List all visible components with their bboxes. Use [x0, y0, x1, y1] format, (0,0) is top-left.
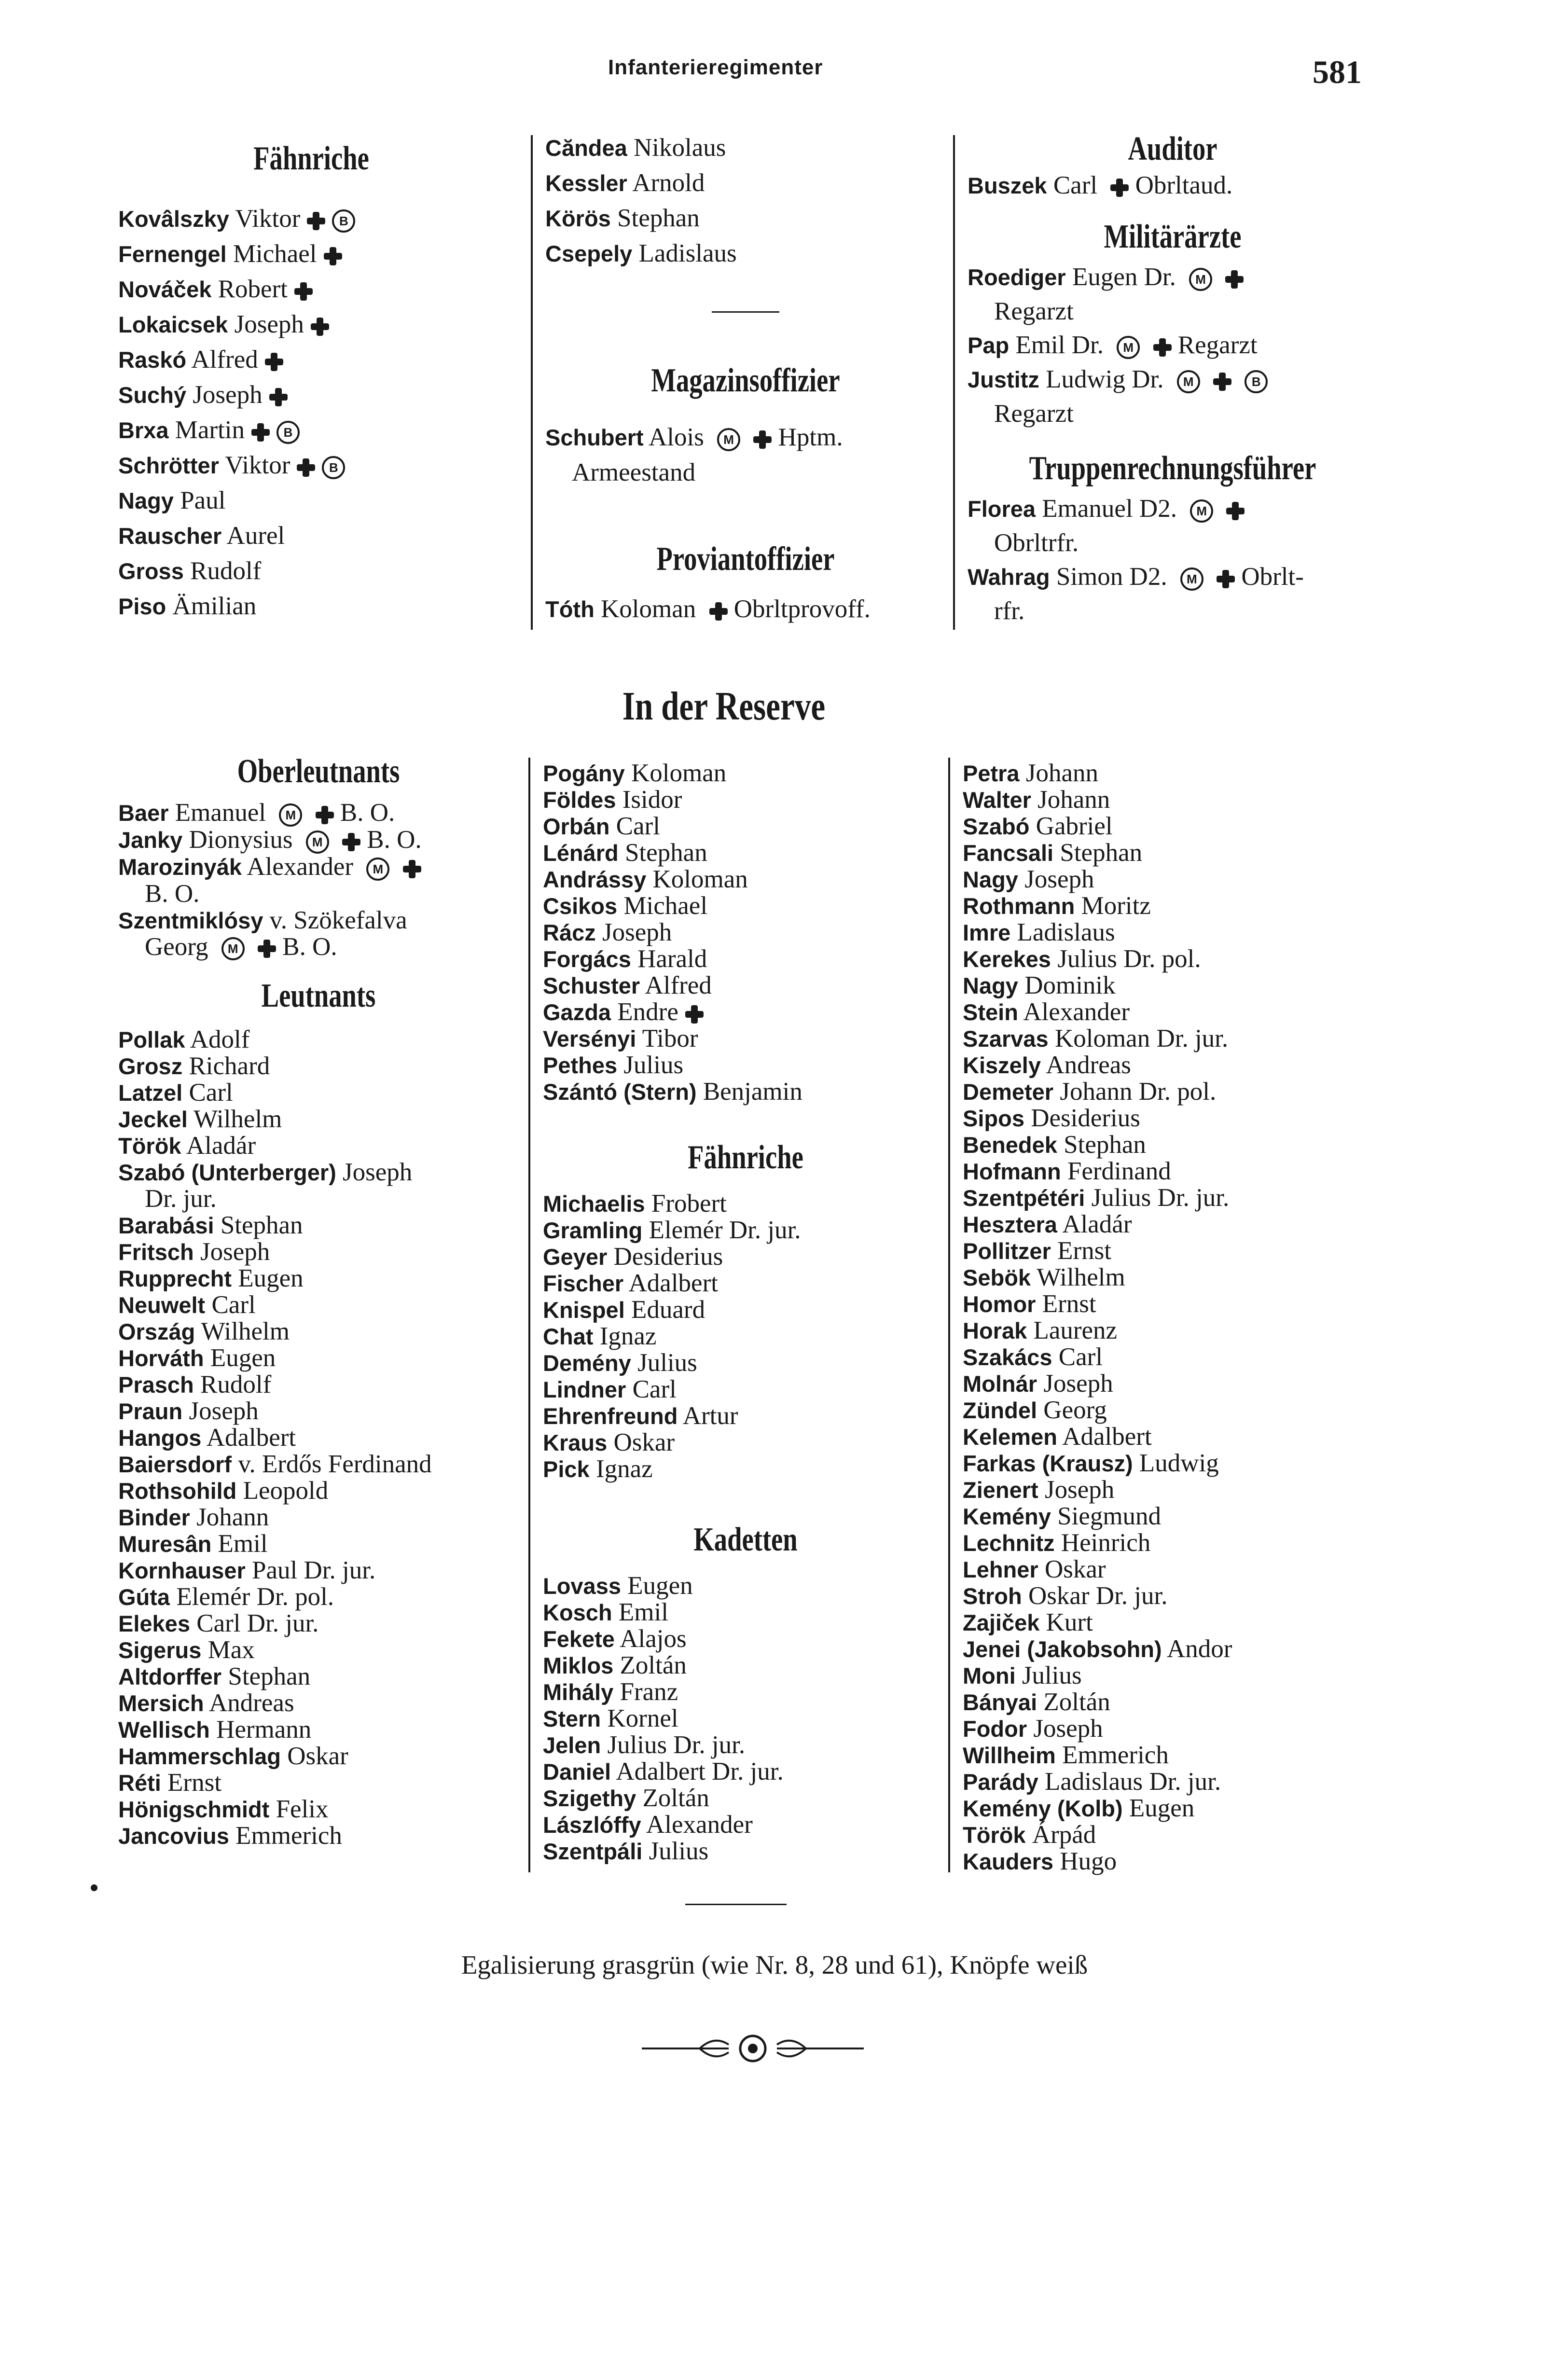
list-item: Regarzt — [994, 297, 1074, 325]
m-circle-icon: M — [306, 830, 329, 854]
reserve-heading: In der Reserve — [622, 684, 826, 729]
list-item: Imre Ladislaus — [963, 918, 1115, 946]
list-item: Szántó (Stern) Benjamin — [543, 1078, 802, 1106]
list-item: Baer Emanuel M B. O. — [118, 799, 395, 827]
top-left-column — [118, 140, 504, 624]
list-item: Rothsohild Leopold — [118, 1477, 329, 1505]
cross-icon — [753, 430, 772, 449]
list-item: Marozinyák Alexander M — [118, 854, 519, 881]
list-item: Florea Emanuel D2. M — [968, 492, 1378, 526]
b-circle-icon: B — [277, 421, 300, 444]
list-item: Körös Stephan — [545, 204, 700, 232]
m-circle-icon: M — [279, 803, 302, 827]
auditor-list — [968, 172, 1378, 199]
list-item: Hesztera Aladár — [963, 1210, 1132, 1238]
list-item: Jeckel Wilhelm — [118, 1105, 282, 1134]
list-item: Pogány Koloman — [543, 759, 727, 787]
top-middle-list — [545, 130, 946, 271]
list-item: Baiersdorf v. Erdős Ferdinand — [118, 1450, 432, 1479]
list-item: Lokaicsek Joseph — [118, 307, 504, 342]
list-item: Schrötter Viktor B — [118, 448, 504, 483]
list-item: Pollak Adolf — [118, 1025, 250, 1054]
m-circle-icon: M — [221, 937, 245, 960]
list-item: Lindner Carl — [543, 1375, 677, 1403]
list-item: Szarvas Koloman Dr. jur. — [963, 1024, 1229, 1052]
list-item: Wellisch Hermann — [118, 1716, 312, 1744]
list-item: Molnár Joseph — [963, 1370, 1113, 1398]
reserve-middle-column — [543, 760, 948, 1865]
list-item: Daniel Adalbert Dr. jur. — [543, 1757, 784, 1785]
list-item: Fancsali Stephan — [963, 839, 1143, 867]
list-item: Forgács Harald — [543, 945, 707, 973]
reserve-right-list — [963, 760, 1378, 1875]
separator-line — [685, 1904, 787, 1905]
oberleutnants-list — [118, 800, 519, 960]
list-item: Demeter Johann Dr. pol. — [963, 1078, 1217, 1106]
m-circle-icon: M — [1190, 499, 1213, 523]
list-item: Schubert Alois M Hptm. — [545, 423, 843, 451]
cross-icon — [258, 940, 276, 958]
list-item: Mihály Franz — [543, 1678, 678, 1706]
list-item: Horak Laurenz — [963, 1316, 1118, 1344]
list-item: Pap Emil Dr. M Regarzt — [968, 331, 1258, 359]
list-item: Földes Isidor — [543, 786, 682, 814]
list-item: Janky Dionysius M B. O. — [118, 825, 422, 854]
list-item: Kessler Arnold — [545, 169, 705, 197]
m-circle-icon: M — [1189, 268, 1212, 291]
magazinsoffizier-heading: Magazinsoffizier — [651, 362, 840, 399]
list-item: Csepely Ladislaus — [545, 239, 737, 267]
list-item: Zienert Joseph — [963, 1476, 1115, 1504]
b-circle-icon: B — [332, 209, 355, 233]
cross-icon — [251, 423, 270, 442]
cross-icon — [311, 318, 329, 336]
list-item: Fekete Alajos — [543, 1625, 687, 1653]
list-item: Regarzt — [994, 400, 1074, 428]
list-item: Michaelis Frobert — [543, 1190, 727, 1218]
reserve-middle-list — [543, 760, 948, 1105]
list-item: Armeestand — [572, 458, 696, 486]
column-rule — [528, 758, 530, 1872]
b-circle-icon: B — [322, 456, 345, 479]
list-item: Căndea Nikolaus — [545, 134, 726, 162]
list-item: Prasch Rudolf — [118, 1370, 272, 1399]
list-item: Mersich Andreas — [118, 1689, 294, 1717]
reserve-faehnriche-list — [543, 1190, 948, 1482]
cross-icon — [307, 212, 325, 230]
list-item: Nagy Paul — [118, 486, 226, 514]
militaeraerzte-list — [968, 260, 1378, 430]
list-item: Rupprecht Eugen — [118, 1264, 304, 1293]
list-item: Chat Ignaz — [543, 1322, 657, 1350]
cross-icon — [1217, 570, 1235, 588]
print-mark — [91, 1884, 97, 1891]
list-item: Réti Ernst — [118, 1769, 221, 1797]
cross-icon — [297, 458, 315, 477]
list-item: Raskó Alfred — [118, 342, 504, 377]
cross-icon — [316, 806, 334, 824]
list-item: Tóth Koloman Obrltprovoff. — [545, 595, 871, 623]
kadetten-heading: Kadetten — [693, 1521, 798, 1558]
list-item: Obrltrfr. — [994, 529, 1079, 557]
list-item: Lechnitz Heinrich — [963, 1529, 1151, 1557]
auditor-heading: Auditor — [1128, 130, 1217, 167]
m-circle-icon: M — [1177, 370, 1200, 393]
list-item: Stein Alexander — [963, 998, 1130, 1026]
list-item: Homor Ernst — [963, 1290, 1096, 1318]
list-item: Rauscher Aurel — [118, 522, 285, 550]
list-item: Neuwelt Carl — [118, 1291, 256, 1319]
top-right-column — [968, 130, 1378, 628]
reserve-right-column — [963, 760, 1378, 1875]
list-item: Willheim Emmerich — [963, 1741, 1169, 1769]
list-item: Binder Johann — [118, 1503, 269, 1532]
list-item: Justitz Ludwig Dr. M B — [968, 362, 1378, 397]
list-item: Nagy Joseph — [963, 865, 1094, 893]
list-item: Stern Kornel — [543, 1704, 678, 1732]
cross-icon — [403, 860, 421, 878]
list-item: Csikos Michael — [543, 892, 708, 920]
list-item: Szentpáli Julius — [543, 1837, 709, 1865]
list-item: Fritsch Joseph — [118, 1238, 270, 1266]
proviantoffizier-heading: Proviantoffizier — [656, 540, 835, 578]
list-item: Kerekes Julius Dr. pol. — [963, 945, 1201, 973]
list-item: Farkas (Krausz) Ludwig — [963, 1449, 1219, 1477]
list-item: Kemény (Kolb) Eugen — [963, 1794, 1195, 1822]
list-item: Szentpétéri Julius Dr. jur. — [963, 1184, 1230, 1212]
list-item: Altdorffer Stephan — [118, 1662, 311, 1691]
list-item: Jenei (Jakobsohn) Andor — [963, 1635, 1232, 1663]
list-item: Miklos Zoltán — [543, 1651, 687, 1679]
list-item: Hammerschlag Oskar — [118, 1742, 348, 1771]
list-item: Wahrag Simon D2. M Obrlt- — [968, 563, 1304, 591]
list-item: Suchý Joseph — [118, 377, 504, 413]
list-item: Lénárd Stephan — [543, 839, 707, 867]
list-item: Knispel Eduard — [543, 1296, 705, 1324]
list-item: B. O. — [145, 879, 200, 908]
list-item: Fodor Joseph — [963, 1715, 1103, 1743]
list-item: Zajiček Kurt — [963, 1608, 1093, 1636]
page-number: 581 — [1313, 54, 1362, 90]
list-item: Ország Wilhelm — [118, 1317, 290, 1346]
cross-icon — [265, 353, 283, 371]
faehnriche-list — [118, 201, 504, 624]
list-item: Szakács Carl — [963, 1343, 1103, 1371]
cross-icon — [342, 833, 360, 851]
list-item: Hönigschmidt Felix — [118, 1795, 329, 1824]
running-header: Infanterieregimenter — [608, 55, 823, 79]
truppenrechnungsfuehrer-heading: Truppenrechnungsführer — [1029, 450, 1316, 487]
leutnants-list — [118, 1026, 519, 1849]
cross-icon — [1110, 179, 1129, 197]
faehnriche-heading: Fähnriche — [253, 140, 369, 177]
list-item: Parády Ladislaus Dr. jur. — [963, 1768, 1221, 1796]
list-item: Demény Julius — [543, 1349, 697, 1377]
list-item: Lászlóffy Alexander — [543, 1811, 753, 1839]
cross-icon — [1226, 502, 1245, 520]
cross-icon — [1225, 270, 1244, 289]
separator-line — [712, 311, 779, 313]
m-circle-icon: M — [717, 428, 740, 451]
list-item: Jancovius Emmerich — [118, 1822, 342, 1850]
list-item: Sebök Wilhelm — [963, 1263, 1125, 1291]
cross-icon — [1153, 338, 1172, 357]
list-item: Rothmann Moritz — [963, 892, 1151, 920]
list-item: Pollitzer Ernst — [963, 1237, 1111, 1265]
footer-note: Egalisierung grasgrün (wie Nr. 8, 28 und 61), Knöpfe weiß — [461, 1950, 1088, 1979]
list-item: Brxa Martin B — [118, 413, 504, 448]
list-item: Gúta Elemér Dr. pol. — [118, 1583, 334, 1611]
list-item: Szentmiklósy v. Szökefalva — [118, 906, 407, 934]
list-item: Orbán Carl — [543, 812, 660, 840]
list-item: Török Árpád — [963, 1821, 1096, 1849]
list-item: Georg M B. O. — [145, 932, 337, 961]
list-item: Hangos Adalbert — [118, 1424, 296, 1452]
list-item: Szabó (Unterberger) Joseph — [118, 1158, 413, 1187]
list-item: Sipos Desiderius — [963, 1104, 1140, 1132]
list-item: Kraus Oskar — [543, 1428, 675, 1456]
oberleutnants-heading: Oberleutnants — [237, 753, 400, 790]
list-item: Fischer Adalbert — [543, 1269, 718, 1297]
list-item: Stroh Oskar Dr. jur. — [963, 1582, 1168, 1610]
reserve-left-column — [118, 753, 519, 1849]
cross-icon — [685, 1005, 704, 1024]
list-item: Kosch Emil — [543, 1598, 668, 1626]
list-item: Latzel Carl — [118, 1079, 233, 1107]
list-item: Kovâlszky Viktor B — [118, 201, 504, 236]
cross-icon — [324, 247, 342, 265]
list-item: Szigethy Zoltán — [543, 1784, 709, 1812]
kadetten-list — [543, 1573, 948, 1865]
list-item: Buszek Carl Obrltaud. — [968, 171, 1233, 199]
list-item: Petra Johann — [963, 759, 1098, 787]
m-circle-icon: M — [1117, 336, 1140, 359]
list-item: Gross Rudolf — [118, 557, 262, 585]
list-item: Muresân Emil — [118, 1530, 268, 1558]
cross-icon — [1213, 373, 1231, 391]
column-rule — [953, 135, 955, 630]
cross-icon — [294, 282, 313, 301]
list-item: Pethes Julius — [543, 1051, 684, 1079]
list-item: Horváth Eugen — [118, 1344, 276, 1372]
list-item: Fernengel Michael — [118, 236, 504, 272]
list-item: Jelen Julius Dr. jur. — [543, 1731, 746, 1759]
list-item: Bányai Zoltán — [963, 1688, 1110, 1716]
m-circle-icon: M — [366, 858, 389, 881]
list-item: Nagy Dominik — [963, 971, 1116, 999]
list-item: Walter Johann — [963, 786, 1110, 814]
list-item: Lovass Eugen — [543, 1572, 693, 1600]
list-item: Barabási Stephan — [118, 1211, 303, 1240]
list-item: Gramling Elemér Dr. jur. — [543, 1216, 801, 1244]
cross-icon — [269, 388, 288, 406]
list-item: Pick Ignaz — [543, 1455, 653, 1483]
list-item: Zündel Georg — [963, 1396, 1107, 1424]
column-rule — [948, 758, 950, 1872]
list-item: Versényi Tibor — [543, 1024, 698, 1052]
m-circle-icon: M — [1180, 567, 1203, 591]
list-item: Hofmann Ferdinand — [963, 1157, 1171, 1185]
list-item: Sigerus Max — [118, 1636, 255, 1664]
list-item: Dr. jur. — [145, 1185, 217, 1213]
list-item: Lehner Oskar — [963, 1555, 1106, 1583]
militaeraerzte-heading: Militärärzte — [1104, 218, 1242, 255]
list-item: Gazda Endre — [543, 999, 948, 1025]
proviantoffizier-list — [545, 596, 871, 623]
list-item: Piso Ämilian — [118, 592, 257, 620]
list-item: Nováček Robert — [118, 272, 504, 307]
leutnants-heading: Leutnants — [261, 977, 376, 1015]
list-item: Kemény Siegmund — [963, 1502, 1162, 1530]
list-item: Elekes Carl Dr. jur. — [118, 1609, 319, 1638]
list-item: Kauders Hugo — [963, 1847, 1117, 1875]
list-item: Andrássy Koloman — [543, 865, 748, 893]
list-item: Geyer Desiderius — [543, 1243, 723, 1271]
list-item: Roediger Eugen Dr. M — [968, 260, 1378, 294]
faehnriche-reserve-heading: Fähnriche — [688, 1139, 803, 1176]
list-item: Praun Joseph — [118, 1397, 259, 1425]
cross-icon — [709, 602, 728, 621]
b-circle-icon: B — [1245, 370, 1268, 393]
list-item: Török Aladár — [118, 1132, 256, 1160]
list-item: Rácz Joseph — [543, 918, 672, 946]
list-item: Schuster Alfred — [543, 971, 712, 999]
list-item: Ehrenfreund Artur — [543, 1402, 738, 1430]
list-item: Kelemen Adalbert — [963, 1423, 1152, 1451]
list-item: Szabó Gabriel — [963, 812, 1113, 840]
magazinsoffizier-list — [545, 420, 843, 490]
list-item: Moni Julius — [963, 1661, 1082, 1689]
list-item: Benedek Stephan — [963, 1131, 1146, 1159]
truppenrechnungsfuehrer-list — [968, 492, 1378, 628]
list-item: Kiszely Andreas — [963, 1051, 1131, 1079]
column-rule — [531, 135, 533, 630]
list-item: Grosz Richard — [118, 1052, 270, 1080]
ornament-icon — [632, 2029, 873, 2068]
list-item: rfr. — [994, 597, 1025, 625]
top-middle-column — [545, 130, 946, 623]
list-item: Kornhauser Paul Dr. jur. — [118, 1556, 376, 1585]
